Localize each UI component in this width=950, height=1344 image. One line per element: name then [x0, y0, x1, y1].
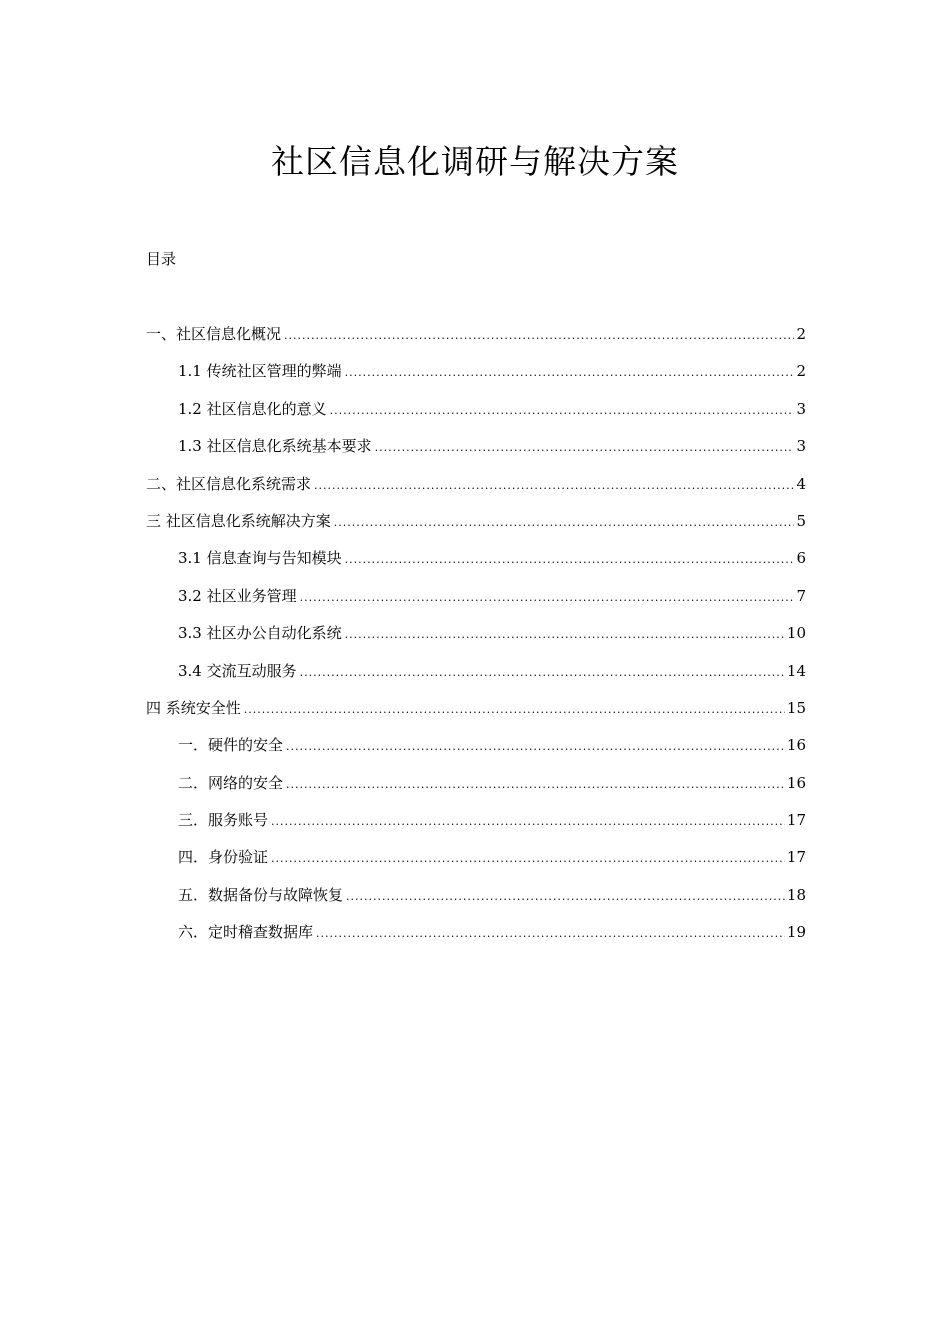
toc-entry-4-3[interactable] — [146, 808, 806, 845]
toc-entry-page: 14 — [786, 661, 806, 680]
toc-entry-label: 3.3 社区办公自动化系统 — [178, 624, 342, 643]
toc-entry-page: 2 — [796, 325, 806, 343]
dot-leader — [300, 586, 795, 610]
dot-leader — [286, 773, 785, 797]
toc-entry-page: 6 — [796, 549, 806, 568]
toc-entry-label: 二、社区信息化系统需求 — [146, 474, 312, 493]
toc-entry-page: 4 — [796, 474, 806, 493]
dot-leader — [271, 810, 785, 834]
dot-leader — [286, 735, 785, 759]
toc-entry-4-1[interactable] — [146, 733, 806, 770]
toc-entry-label: 五．数据备份与故障恢复 — [178, 885, 344, 904]
toc-entry-1-1[interactable] — [146, 359, 806, 396]
toc-entry-page: 7 — [796, 586, 806, 605]
toc-entry-page: 19 — [786, 923, 806, 942]
toc-entry-4-6[interactable] — [146, 920, 806, 957]
toc-entry-4-4[interactable] — [146, 845, 806, 882]
toc-entry-1-2[interactable] — [146, 397, 806, 434]
toc-entry-page: 10 — [786, 624, 806, 643]
toc-entry-label: 3.1 信息查询与告知模块 — [178, 549, 342, 568]
toc-entry-label: 3.2 社区业务管理 — [178, 586, 297, 605]
dot-leader — [345, 623, 785, 647]
toc-entry-label: 1.3 社区信息化系统基本要求 — [178, 437, 372, 456]
toc-entry-4[interactable] — [146, 696, 806, 733]
toc-entry-label: 四．身份验证 — [178, 848, 269, 867]
dot-leader — [375, 436, 795, 460]
toc-entry-label: 三．服务账号 — [178, 811, 269, 830]
toc-entry-4-2[interactable] — [146, 771, 806, 808]
dot-leader — [316, 922, 785, 946]
toc-entry-1[interactable] — [146, 322, 806, 359]
dot-leader — [334, 511, 795, 535]
toc-entry-label: 1.1 传统社区管理的弊端 — [178, 362, 342, 381]
toc-entry-label: 3.4 交流互动服务 — [178, 661, 297, 680]
toc-entry-page: 3 — [796, 437, 806, 456]
toc-entry-page: 18 — [786, 885, 806, 904]
toc-entry-3[interactable] — [146, 509, 806, 546]
toc-entry-label: 四 系统安全性 — [146, 698, 241, 717]
toc-entry-label: 三 社区信息化系统解决方案 — [146, 511, 331, 530]
toc-entry-3-1[interactable] — [146, 546, 806, 583]
toc-entry-page: 2 — [796, 362, 806, 381]
dot-leader — [330, 399, 795, 423]
dot-leader — [244, 698, 785, 722]
toc-entry-label: 一．硬件的安全 — [178, 736, 284, 755]
dot-leader — [346, 885, 785, 909]
toc-entry-page: 16 — [786, 736, 806, 755]
toc-entry-3-2[interactable] — [146, 584, 806, 621]
table-of-contents — [146, 322, 806, 958]
toc-entry-2[interactable] — [146, 472, 806, 509]
dot-leader — [345, 361, 795, 385]
dot-leader — [271, 847, 785, 871]
toc-entry-label: 六．定时稽查数据库 — [178, 923, 314, 942]
toc-entry-label: 一、社区信息化概况 — [146, 325, 282, 343]
toc-entry-page: 17 — [786, 811, 806, 830]
document-title: 社区信息化调研与解决方案 — [271, 142, 679, 181]
toc-entry-page: 17 — [786, 848, 806, 867]
dot-leader — [345, 548, 795, 572]
toc-entry-page: 15 — [786, 698, 806, 717]
toc-entry-label: 二．网络的安全 — [178, 773, 284, 792]
toc-entry-label: 1.2 社区信息化的意义 — [178, 399, 327, 418]
toc-entry-1-3[interactable] — [146, 434, 806, 471]
toc-entry-3-4[interactable] — [146, 659, 806, 696]
dot-leader — [300, 661, 785, 685]
toc-entry-page: 5 — [796, 511, 806, 530]
toc-heading: 目录 — [146, 250, 177, 268]
toc-entry-4-5[interactable] — [146, 883, 806, 920]
toc-entry-page: 16 — [786, 773, 806, 792]
toc-entry-3-3[interactable] — [146, 621, 806, 658]
toc-entry-page: 3 — [796, 399, 806, 418]
dot-leader — [314, 474, 794, 498]
dot-leader — [284, 324, 794, 348]
